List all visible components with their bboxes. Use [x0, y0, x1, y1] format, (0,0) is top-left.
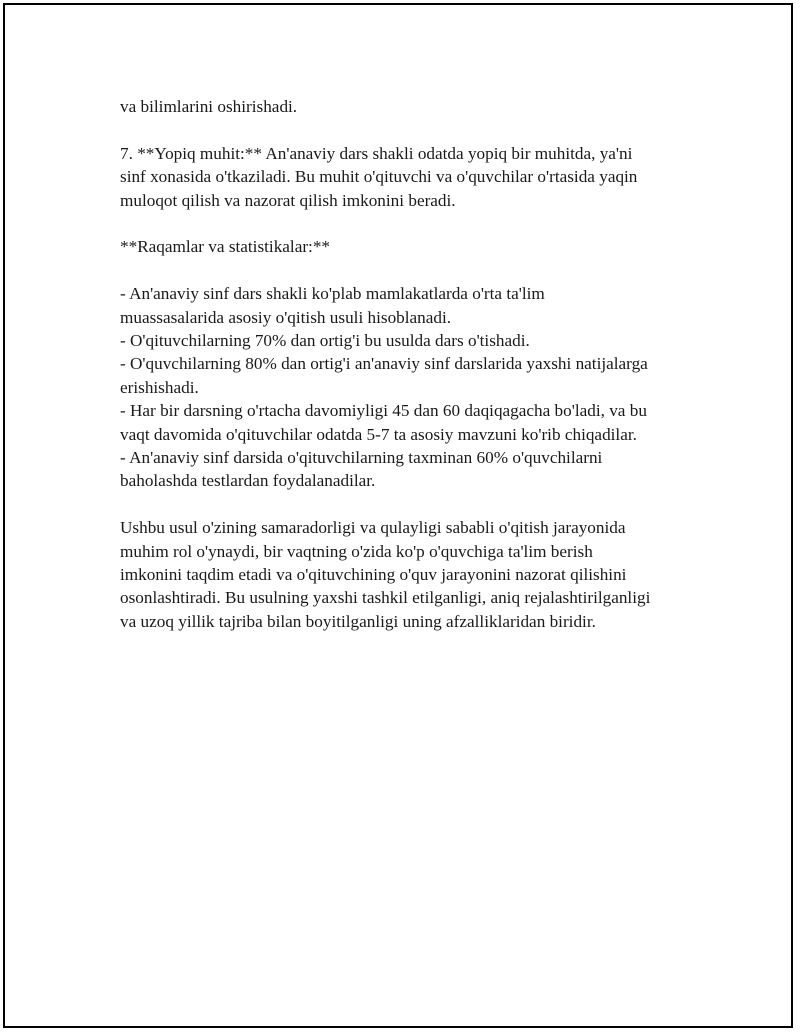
paragraph-continuation: va bilimlarini oshirishadi. — [120, 97, 298, 116]
document-body — [120, 95, 710, 633]
section-heading-statistics: **Raqamlar va statistikalar:** — [120, 237, 331, 257]
document-page — [3, 3, 793, 1028]
statistics-list: - An'anaviy sinf dars shakli ko'plab mamlakatlarda o'rta ta'lim muassasalarida asosiy o'qitish usuli hisoblanadi. - O'qituvchilarning 70% dan ortig'i bu usulda dars o'tishadi. - O'quvchilarning 80% dan ortig'i an'anaviy sinf darslarida yaxshi natijalarga erishishadi. - Har bir darsning o'rtacha davomiyligi 45 dan 60 daqiqagacha bo'ladi, va bu vaqt davomida o'qituvchilar odatda 5-7 ta asosiy mavzuni ko'rib chiqadilar. - An'anaviy sinf darsida o'qituvchilarning taxminan 60% o'quvchilarni baholashda testlardan foydalanadilar. — [120, 284, 648, 491]
paragraph-conclusion: Ushbu usul o'zining samaradorligi va qulayligi sababli o'qitish jarayonida muhim rol o'ynaydi, bir vaqtning o'zida ko'p o'quvchiga ta'lim berish imkonini taqdim etadi va o'qituvchining o'quv jarayonini nazorat qilishini osonlashtiradi. Bu usulning yaxshi tashkil etilganligi, aniq rejalashtirilganligi va uzoq yillik tajriba bilan boyitilganligi uning afzalliklaridan biridir. — [120, 518, 651, 631]
paragraph-closed-environment: 7. **Yopiq muhit:** An'anaviy dars shakli odatda yopiq bir muhitda, ya'ni sinf xonasida o'tkaziladi. Bu muhit o'qituvchi va o'quvchilar o'rtasida yaqin muloqot qilish va nazorat qilish imkonini beradi. — [120, 143, 638, 210]
